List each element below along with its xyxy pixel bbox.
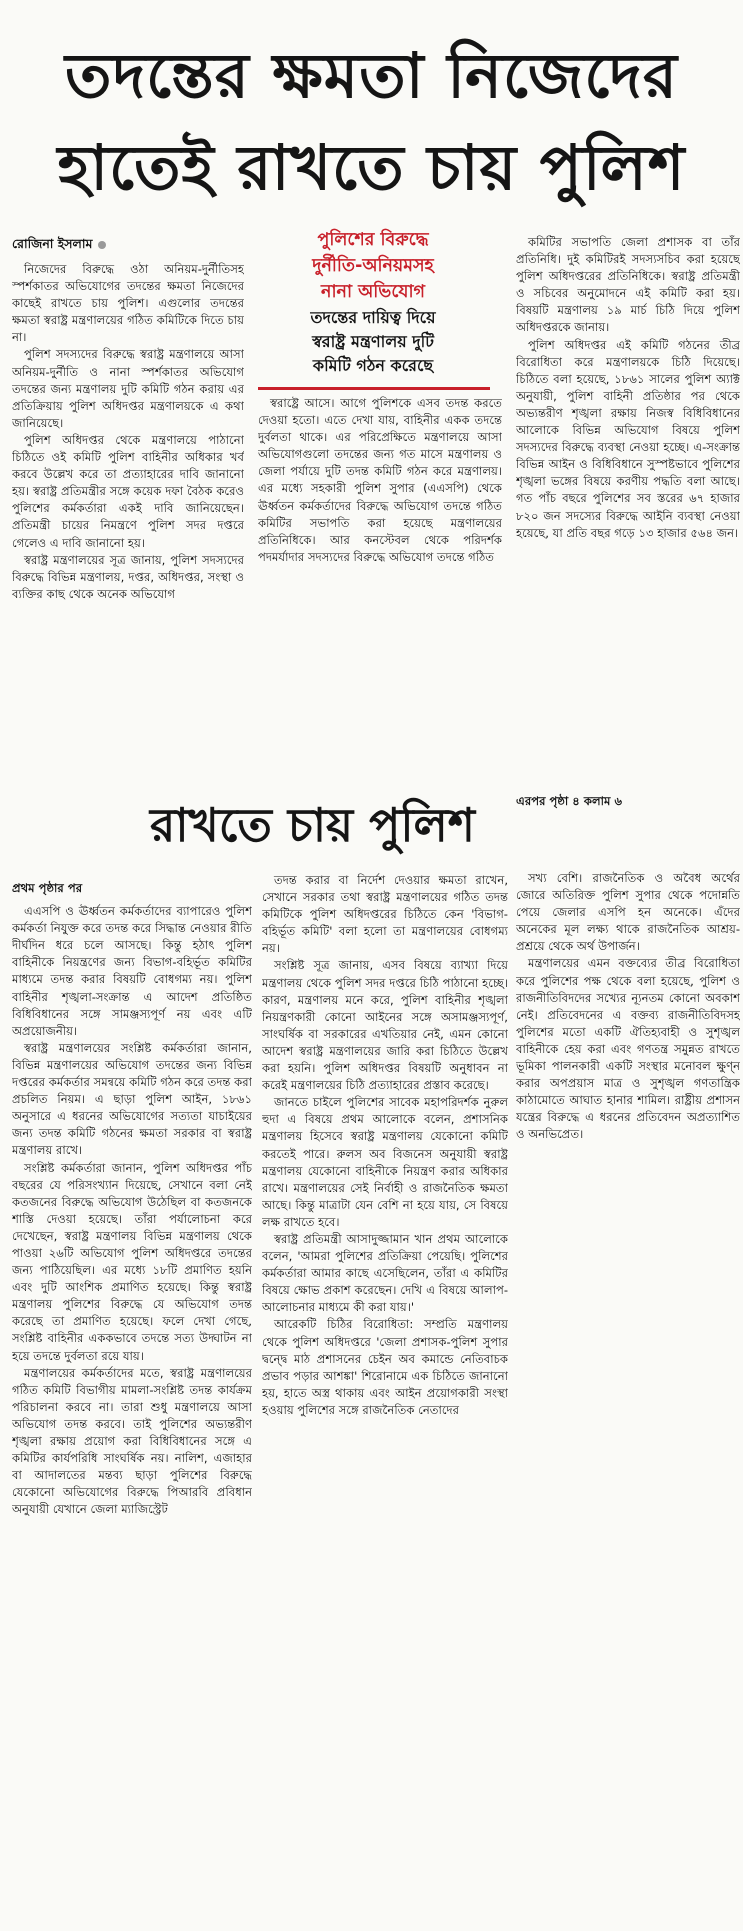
highlight-red-line-1: পুলিশের বিরুদ্ধে (317, 230, 429, 250)
column-2 (258, 395, 502, 780)
column-3 (516, 234, 740, 784)
continuation-headline: রাখতে চায় পুলিশ (150, 798, 476, 852)
col3-paragraph: কমিটির সভাপতি জেলা প্রশাসক বা তাঁর প্রতিনিধি। দুই কমিটিরই সদস্যসচিব করা হয়েছে পুলিশ অধিদপ্তরের প্রতিনিধিকে। স্বরাষ্ট্র প্রতিমন্ত্রী ও সচিবের অনুমোদনে এই কমিটি করা হয়। বিষয়টি মন্ত্রণালয় ১৯ মার্চ চিঠি দিয়ে পুলিশ অধিদপ্তরকে জানায়। (516, 235, 740, 335)
highlight-black-line-2: স্বরাষ্ট্র মন্ত্রণালয় দুটি (312, 332, 434, 351)
column-5 (262, 872, 508, 1777)
highlight-black-line-1: তদন্তের দায়িত্ব দিয়ে (310, 308, 436, 327)
column-4 (12, 880, 252, 1925)
column-1 (12, 261, 244, 776)
col5-paragraph: সংশ্লিষ্ট সূত্র জানায়, এসব বিষয়ে ব্যাখ্যা দিয়ে মন্ত্রণালয় থেকে পুলিশ সদর দপ্তরে চিঠি পাঠানো হচ্ছে। কারণ, মন্ত্রণালয় মনে করে, পুলিশ বাহিনীর শৃঙ্খলা নিয়ন্ত্রণকারী কোনো আইনের সঙ্গে অসামঞ্জস্যপূর্ণ, সাংঘর্ষিক বা সরকারের এখতিয়ার নেই, এমন কোনো আদেশ স্বরাষ্ট্র মন্ত্রণালয়ের জারি করা চিঠিতে উল্লেখ করা হয়নি। পুলিশ অধিদপ্তর বিষয়টি অনুধাবন না করেই মন্ত্রণালয়ের চিঠি প্রত্যাহারের প্রস্তাব করেছে। (262, 958, 508, 1093)
col4-paragraph: এএসপি ও ঊর্ধ্বতন কর্মকর্তাদের ব্যাপারেও পুলিশ কর্মকর্তা নিযুক্ত করে তদন্ত করে সিদ্ধান্ত নেওয়ার রীতি দীর্ঘদিন ধরে চলে আসছে। কিন্তু হঠাৎ পুলিশ বাহিনীকে নিয়ন্ত্রণের জন্য বিভাগ-বহির্ভূত কমিটির মাধ্যমে তদন্ত করার বিষয়টি বোধগম্য নয়। পুলিশ বাহিনীর শৃঙ্খলা-সংক্রান্ত এ আদেশ প্রতিষ্ঠিত বিধিবিধানের সঙ্গে সামঞ্জস্যপূর্ণ নয় এবং এটি অপ্রয়োজনীয়। (12, 904, 252, 1038)
col4-paragraph: মন্ত্রণালয়ের কর্মকর্তাদের মতে, স্বরাষ্ট্র মন্ত্রণালয়ের গঠিত কমিটি বিভাগীয় মামলা-সংশ্লিষ্ট তদন্ত কার্যক্রম পরিচালনা করবে না। তারা শুধু মন্ত্রণালয়ে আসা অভিযোগ তদন্ত করবে। তাই পুলিশের অভ্যন্তরীণ শৃঙ্খলা রক্ষায় প্রয়োগ করা বিধিবিধানের সঙ্গে এ কমিটির কার্যপরিধি সাংঘর্ষিক নয়। নালিশ, এজাহার বা আদালতের মন্তব্য ছাড়া পুলিশের বিরুদ্ধে যেকোনো অভিযোগের বিরুদ্ধে পিআরবি প্রবিধান অনুযায়ী যেখানে জেলা ম্যাজিস্ট্রেট (12, 1365, 252, 1517)
headline-line-1: তদন্তের ক্ষমতা নিজেদের (65, 39, 678, 112)
continued-note: এরপর পৃষ্ঠা ৪ কলাম ৬ (516, 794, 622, 808)
col6-paragraph: মন্ত্রণালয়ের এমন বক্তব্যের তীব্র বিরোধিতা করে পুলিশের পক্ষ থেকে বলা হয়েছে, পুলিশ ও রাজনীতিবিদদের সখ্যের ন্যূনতম কোনো অবকাশ নেই। প্রতিবেদনের এ বক্তব্য রাজনীতিবিদসহ পুলিশের মতো একটি ঐতিহ্যবাহী ও সুশৃঙ্খল বাহিনীকে হেয় করা এবং গণতন্ত্র সমুন্নত রাখতে ভূমিকা পালনকারী একটি সংস্থার মনোবল ক্ষুণ্ন করার অপপ্রয়াস মাত্র ও সুশৃঙ্খল গণতান্ত্রিক কাঠামোতে আঘাত হানার শামিল। রাষ্ট্রীয় প্রশাসন যন্ত্রের বিরুদ্ধে এ ধরনের প্রতিবেদন অপ্রত্যাশিত ও অনভিপ্রেত। (516, 956, 740, 1142)
highlight-red-line-3: নানা অভিযোগ (321, 282, 425, 302)
col3-paragraph: পুলিশ অধিদপ্তর এই কমিটি গঠনের তীব্র বিরোধিতা করে মন্ত্রণালয়কে চিঠি দিয়েছে। চিঠিতে বলা হয়েছে, ১৮৬১ সালের পুলিশ অ্যাক্ট অনুযায়ী, পুলিশ বাহিনী প্রতিষ্ঠার পর থেকে অভ্যন্তরীণ শৃঙ্খলা রক্ষায় নিজস্ব বিধিবিধানের আলোকে বিভিন্ন অভিযোগ বিষয়ে পুলিশ সদস্যদের বিরুদ্ধে ব্যবস্থা নেওয়া হচ্ছে। এ-সংক্রান্ত বিভিন্ন আইন ও বিধিবিধানে সুস্পষ্টভাবে পুলিশের শৃঙ্খলা ভঙ্গের বিষয়ে করণীয় পদ্ধতি বলা আছে। গত পাঁচ বছরে পুলিশের সব স্তরের ৬৭ হাজার ৮২০ জন সদস্যের বিরুদ্ধে আইনি ব্যবস্থা নেওয়া হয়েছে, যা প্রতি বছর গড়ে ১৩ হাজার ৫৬৪ জন। (516, 337, 740, 540)
highlight-black-line-3: কমিটি গঠন করেছে (312, 356, 434, 375)
prev-page-label: প্রথম পৃষ্ঠার পর (12, 881, 83, 895)
highlight-red (248, 227, 498, 305)
col5-paragraph: জানতে চাইলে পুলিশের সাবেক মহাপরিদর্শক নুরুল হুদা এ বিষয়ে প্রথম আলোকে বলেন, প্রশাসনিক মন্ত্রণালয় হিসেবে স্বরাষ্ট্র মন্ত্রণালয় যেকোনো কমিটি করতেই পারে। রুলস অব বিজনেস অনুযায়ী স্বরাষ্ট্র মন্ত্রণালয় যেকোনো বাহিনীকে নিয়ন্ত্রণ করার অধিকার রাখে। মন্ত্রণালয়ের সেই নির্বাহী ও রাজনৈতিক ক্ষমতা আছে। কিন্তু মাত্রাটা যেন বেশি না হয়ে যায়, সে বিষয়ে লক্ষ রাখতে হবে। (262, 1095, 508, 1229)
col1-paragraph: পুলিশ অধিদপ্তর থেকে মন্ত্রণালয়ে পাঠানো চিঠিতে ওই কমিটি পুলিশ বাহিনীর অধিকার খর্ব করবে উল্লেখ করে তা প্রত্যাহারের দাবি জানানো হয়। স্বরাষ্ট্র প্রতিমন্ত্রীর সঙ্গে কয়েক দফা বৈঠক করেও পুলিশের কর্মকর্তারা একই দাবি জানিয়েছেন। প্রতিমন্ত্রী চায়ের নিমন্ত্রণে পুলিশ সদর দপ্তরে গেলেও এ দাবি জানানো হয়। (12, 432, 244, 550)
col2-paragraph: স্বরাষ্ট্রে আসে। আগে পুলিশকে এসব তদন্ত করতে দেওয়া হতো। এতে দেখা যায়, বাহিনীর একক তদন্তে দুর্বলতা থাকে। এর পরিপ্রেক্ষিতে মন্ত্রণালয়ে আসা অভিযোগগুলো তদন্তের জন্য গত মাসে মন্ত্রণালয় ও জেলা পর্যায়ে দুটি তদন্ত কমিটি গঠন করে মন্ত্রণালয়। এর মধ্যে সহকারী পুলিশ সুপার (এএসপি) থেকে ঊর্ধ্বতন কর্মকর্তাদের বিরুদ্ধে অভিযোগ তদন্তে গঠিত কমিটির সভাপতি করা হয়েছে মন্ত্রণালয়ের প্রতিনিধিকে। আর কনস্টেবল থেকে পরিদর্শক পদমর্যাদার সদস্যদের বিরুদ্ধে অভিযোগ তদন্তে গঠিত (258, 396, 502, 564)
col6-paragraph: সখ্য বেশি। রাজনৈতিক ও অবৈধ অর্থের জোরে অতিরিক্ত পুলিশ সুপার থেকে পদোন্নতি পেয়ে জেলার এসপি হন অনেকে। এঁদের অনেকের মূল লক্ষ্য থাকে রাজনৈতিক আশ্রয়-প্রশ্রয়ে থেকে অর্থ উপার্জন। (516, 871, 740, 954)
col4-paragraph: সংশ্লিষ্ট কর্মকর্তারা জানান, পুলিশ অধিদপ্তর পাঁচ বছরের যে পরিসংখ্যান দিয়েছে, সেখানে বলা নেই কতজনের বিরুদ্ধে অভিযোগ উঠেছিল বা কতজনকে শাস্তি দেওয়া হয়েছে। তাঁরা পর্যালোচনা করে দেখেছেন, স্বরাষ্ট্র মন্ত্রণালয় বিভিন্ন মন্ত্রণালয় থেকে পাওয়া ২৬টি অভিযোগ পুলিশ অধিদপ্তরে তদন্তের জন্য পাঠিয়েছিল। এর মধ্যে ১৮টি প্রমাণিত হয়নি এবং দুটি আংশিক প্রমাণিত হয়েছে। কিন্তু স্বরাষ্ট্র মন্ত্রণালয় পুলিশের বিরুদ্ধে যে অভিযোগ তদন্ত করেছে তা প্রমাণিত হয়েছে। ফলে দেখা গেছে, সংশ্লিষ্ট বাহিনীর এককভাবে তদন্তে সত্য উদ্ঘাটন না হয়ে তদন্তে দুর্বলতা রয়ে যায়। (12, 1160, 252, 1363)
col1-paragraph: স্বরাষ্ট্র মন্ত্রণালয়ের সূত্র জানায়, পুলিশ সদস্যদের বিরুদ্ধে বিভিন্ন মন্ত্রণালয়, দপ্তর, অধিদপ্তর, সংস্থা ও ব্যক্তির কাছ থেকে অনেক অভিযোগ (12, 552, 244, 601)
byline (12, 236, 106, 256)
col5-paragraph: স্বরাষ্ট্র প্রতিমন্ত্রী আসাদুজ্জামান খান প্রথম আলোকে বলেন, 'আমরা পুলিশের প্রতিক্রিয়া পেয়েছি। পুলিশের কর্মকর্তারা আমার কাছে এসেছিলেন, তাঁরা এ কমিটির বিষয়ে ক্ষোভ প্রকাশ করেছেন। দেখি এ বিষয়ে আলাপ-আলোচনার মাধ্যমে কী করা যায়।' (262, 1231, 508, 1315)
column-6 (516, 870, 740, 1202)
highlight-rule (258, 387, 490, 390)
headline-line-2: হাতেই রাখতে চায় পুলিশ (57, 131, 686, 204)
col1-paragraph: পুলিশ সদস্যদের বিরুদ্ধে স্বরাষ্ট্র মন্ত্রণালয়ে আসা অনিয়ম-দুর্নীতি ও নানা স্পর্শকাতর অভিযোগ তদন্তের জন্য মন্ত্রণালয় দুটি কমিটি গঠন করায় এর প্রতিক্রিয়ায় পুলিশ অধিদপ্তর মন্ত্রণালয়কে এ কথা জানিয়েছে। (12, 347, 244, 430)
col5-paragraph: তদন্ত করার বা নির্দেশ দেওয়ার ক্ষমতা রাখেন, সেখানে সরকার তথা স্বরাষ্ট্র মন্ত্রণালয়ের গঠিত তদন্ত কমিটিকে পুলিশ অধিদপ্তরের চিঠিতে কেন 'বিভাগ-বহির্ভূত কমিটি' বলা হলো তা মন্ত্রণালয়ের বোধগম্য নয়। (262, 873, 508, 956)
col5-paragraph: আরেকটি চিঠির বিরোধিতা: সম্প্রতি মন্ত্রণালয় থেকে পুলিশ অধিদপ্তরে 'জেলা প্রশাসক-পুলিশ সুপার দ্বন্দ্বে মাঠ প্রশাসনের চেইন অব কমান্ডে নেতিবাচক প্রভাব পড়ার আশঙ্কা' শিরোনামে এক চিঠিতে জানানো হয়, হাতে অস্ত্র থাকায় এবং আইন প্রয়োগকারী সংস্থা হওয়ায় পুলিশের সঙ্গে রাজনৈতিক নেতাদের (262, 1317, 508, 1417)
highlight-black (248, 306, 498, 378)
col4-paragraph: স্বরাষ্ট্র মন্ত্রণালয়ের সংশ্লিষ্ট কর্মকর্তারা জানান, বিভিন্ন মন্ত্রণালয়ের অভিযোগ তদন্তের জন্য বিভিন্ন দপ্তরের কর্মকর্তার সমন্বয়ে কমিটি গঠন করে তদন্ত করা প্রচলিত নিয়ম। এ ছাড়া পুলিশ আইন, ১৮৬১ অনুসারে এ ধরনের অভিযোগের সত্যতা যাচাইয়ের জন্য তদন্ত কমিটি গঠনের ক্ষমতা সরকার বা স্বরাষ্ট্র মন্ত্রণালয় রাখে। (12, 1040, 252, 1158)
byline-name: রোজিনা ইসলাম (12, 236, 93, 251)
bullet-icon (98, 241, 106, 249)
highlight-red-line-2: দুর্নীতি-অনিয়মসহ (312, 256, 434, 276)
col1-paragraph: নিজেদের বিরুদ্ধে ওঠা অনিয়ম-দুর্নীতিসহ স্পর্শকাতর অভিযোগের তদন্তের ক্ষমতা নিজেদের কাছেই রাখতে চায় পুলিশ। এগুলোর তদন্তের ক্ষমতা স্বরাষ্ট্র মন্ত্রণালয়ের গঠিত কমিটিকে দিতে চায় না। (12, 262, 244, 345)
